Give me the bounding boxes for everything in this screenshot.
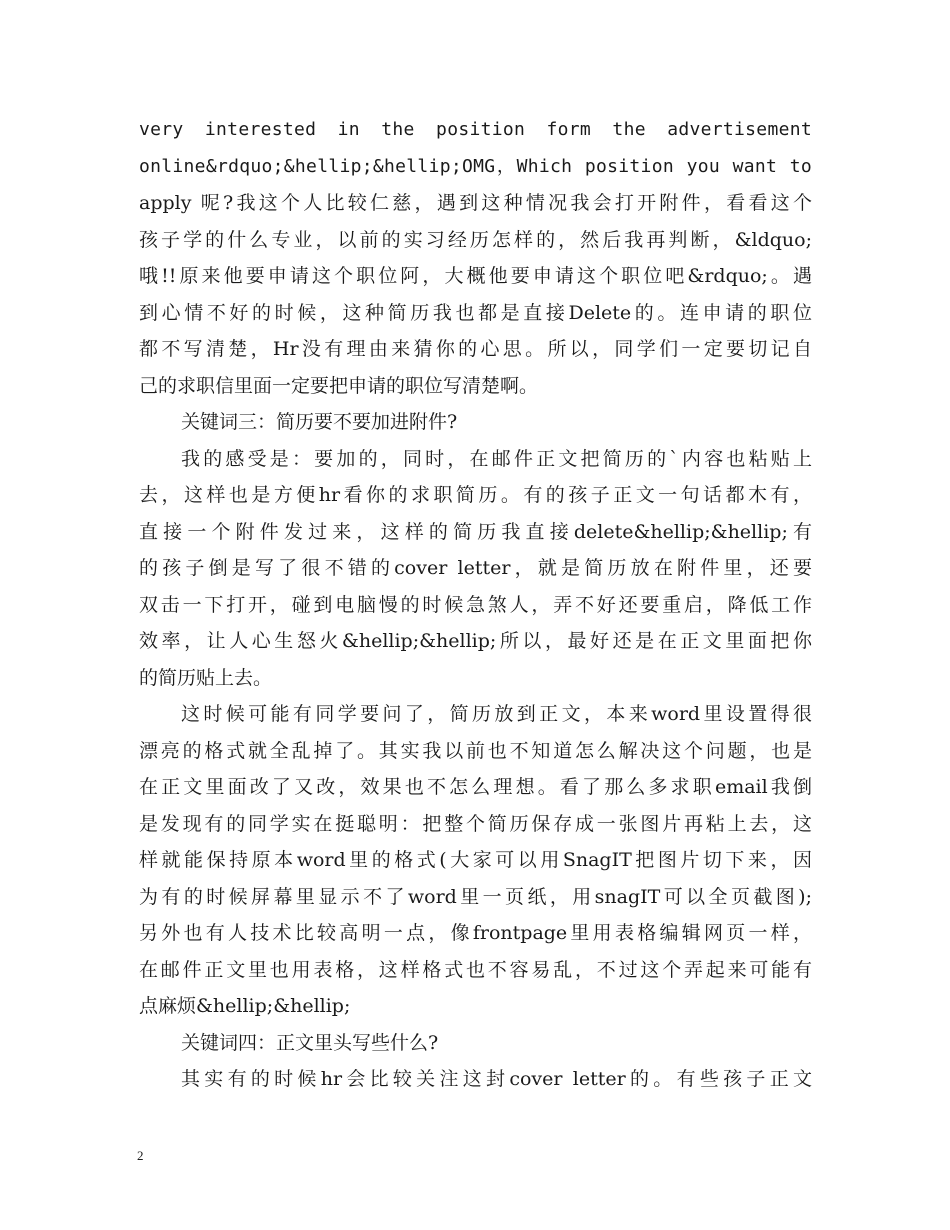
text-line: 我的感受是：要加的，同时，在邮件正文把简历的`内容也粘贴上 <box>181 447 812 470</box>
text-line: 点麻烦&hellip;&hellip; <box>139 995 351 1017</box>
text-line: 在邮件正文里也用表格，这样格式也不容易乱，不过这个弄起来可能有 <box>139 958 812 981</box>
text-line: 关键词三：简历要不要加进附件? <box>181 411 458 433</box>
text-line: 己的求职信里面一定要把申请的职位写清楚啊。 <box>139 374 539 397</box>
text-line: 的简历贴上去。 <box>139 666 273 689</box>
document-page <box>139 112 812 1098</box>
text-line: 漂亮的格式就全乱掉了。其实我以前也不知道怎么解决这个问题，也是 <box>139 739 812 762</box>
text-line: 关键词四：正文里头写些什么? <box>181 1031 439 1054</box>
text-line: very interested in the position form the advertisement <box>139 119 812 140</box>
text-line: 为有的时候屏幕里显示不了word里一页纸，用snagIT可以全页截图); <box>139 885 812 908</box>
page-number: 2 <box>137 1148 144 1163</box>
text-line: 孩子学的什么专业，以前的实习经历怎样的，然后我再判断，&ldquo; <box>139 228 812 251</box>
text-line: 到心情不好的时候，这种简历我也都是直接Delete的。连申请的职位 <box>139 301 812 324</box>
text-line: 其实有的时候hr会比较关注这封cover letter的。有些孩子正文 <box>181 1068 812 1090</box>
text-line: 另外也有人技术比较高明一点，像frontpage里用表格编辑网页一样， <box>139 922 812 944</box>
text-line: online&rdquo;&hellip;&hellip;OMG，Which position you want to <box>139 155 812 177</box>
text-line: 直接一个附件发过来，这样的简历我直接delete&hellip;&hellip;有 <box>139 520 812 543</box>
text-line: apply 呢?我这个人比较仁慈，遇到这种情况我会打开附件，看看这个 <box>139 192 812 214</box>
text-line: 双击一下打开，碰到电脑慢的时候急煞人，弄不好还要重启，降低工作 <box>139 593 812 616</box>
text-line: 效率，让人心生怒火&hellip;&hellip;所以，最好还是在正文里面把你 <box>139 630 812 652</box>
text-line: 这时候可能有同学要问了，简历放到正文，本来word里设置得很 <box>181 703 812 725</box>
text-line: 样就能保持原本word里的格式(大家可以用SnagIT把图片切下来，因 <box>139 849 812 871</box>
text-line: 在正文里面改了又改，效果也不怎么理想。看了那么多求职email我倒 <box>139 776 812 798</box>
text-line: 都不写清楚，Hr没有理由来猜你的心思。所以，同学们一定要切记自 <box>139 338 812 360</box>
text-line: 哦!!原来他要申请这个职位阿，大概他要申请这个职位吧&rdquo;。遇 <box>139 265 812 287</box>
text-line: 去，这样也是方便hr看你的求职简历。有的孩子正文一句话都木有， <box>139 484 812 506</box>
text-line: 是发现有的同学实在挺聪明：把整个简历保存成一张图片再粘上去，这 <box>139 812 812 835</box>
text-line: 的孩子倒是写了很不错的cover letter，就是简历放在附件里，还要 <box>139 557 812 579</box>
